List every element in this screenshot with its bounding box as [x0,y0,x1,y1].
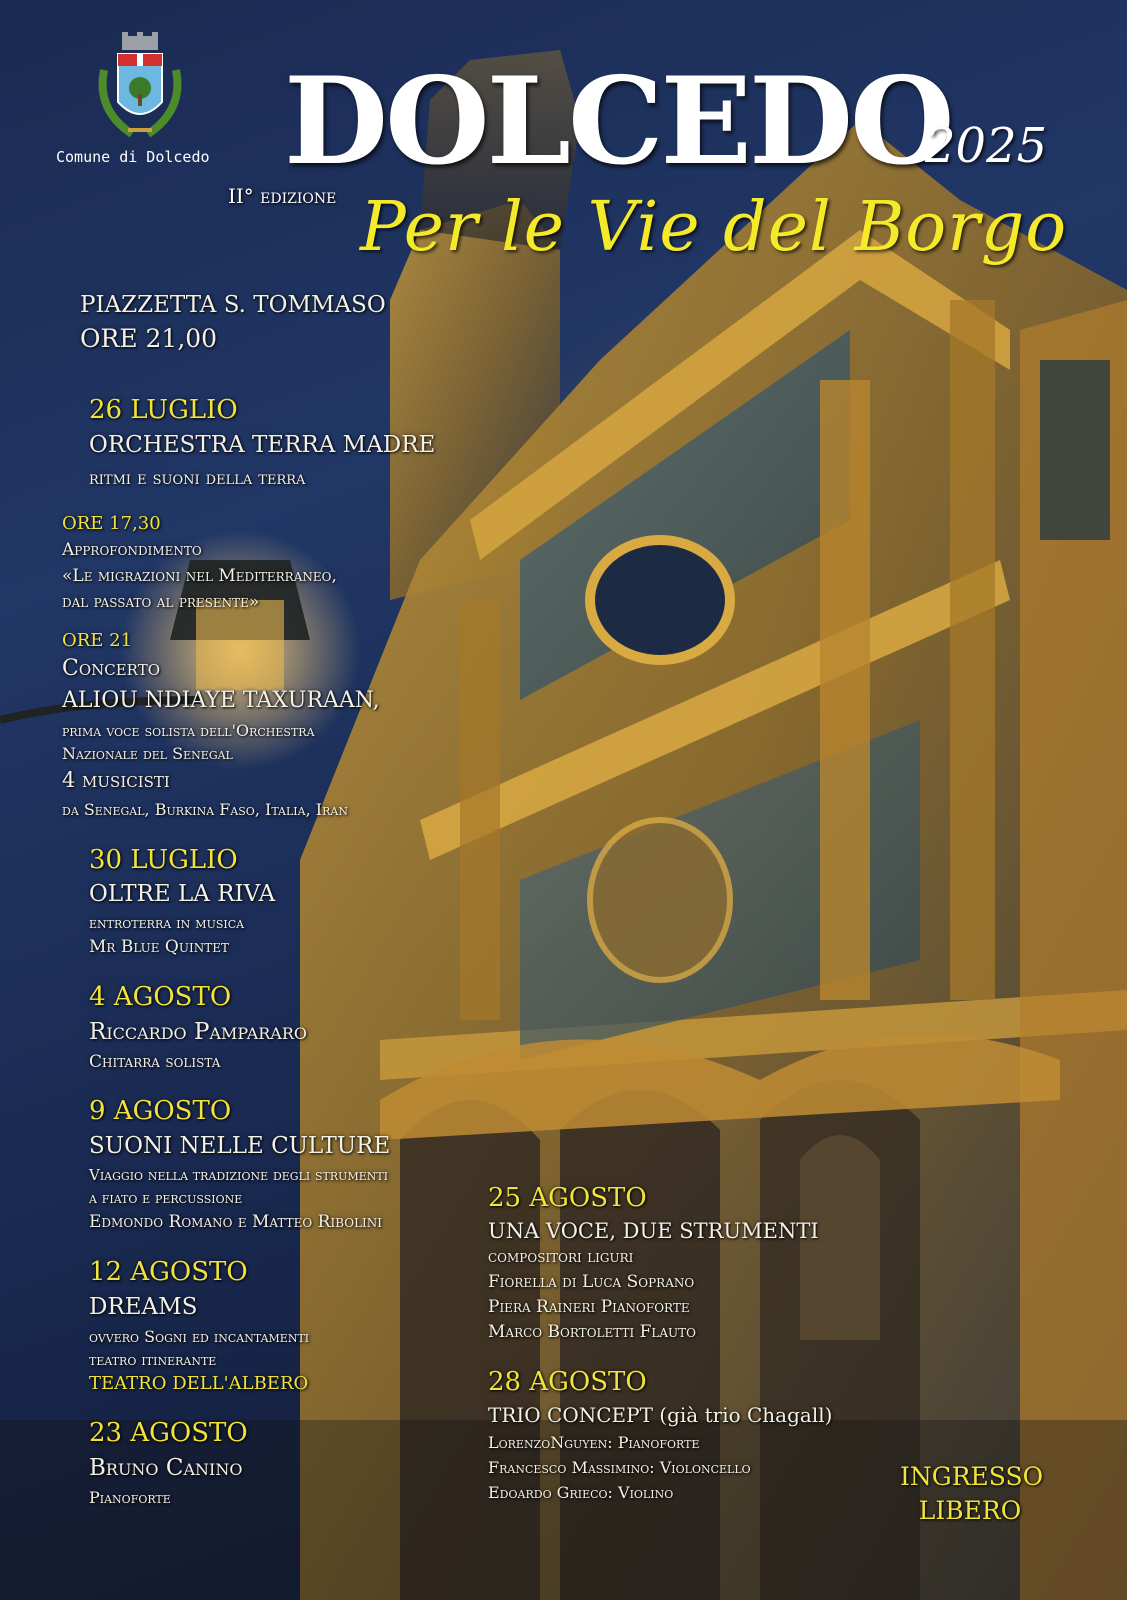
artist-description: Nazionale del Senegal [62,744,233,763]
event-performer: Mr Blue Quintet [89,937,229,957]
venue-time: ORE 21,00 [80,324,218,353]
event-title: ORCHESTRA TERRA MADRE [89,432,436,458]
event-description: ovvero Sogni ed incantamenti [89,1327,310,1346]
festival-subtitle: Per le Vie del Borgo [360,188,1068,267]
artist-name: ALIOU NDIAYE TAXURAAN, [62,688,380,713]
event-performer: Fiorella di Luca Soprano [488,1272,695,1292]
concert-label: Concerto [62,656,161,681]
event-description: entroterra in musica [89,913,245,932]
event-performer: Francesco Massimino: Violoncello [488,1458,751,1477]
page-title: DOLCEDO [284,51,952,192]
event-date: 12 AGOSTO [89,1257,248,1287]
free-entry-badge [900,1460,1044,1528]
event-performer: Piera Raineri Pianoforte [488,1297,690,1317]
event-title: Riccardo Pampararo [89,1019,308,1045]
event-title: OLTRE LA RIVA [89,881,276,907]
event-title: TRIO CONCEPT (già trio Chagall) [488,1403,833,1427]
event-date: 30 LUGLIO [89,845,238,875]
event-description: compositori liguri [488,1247,634,1267]
commune-crest-icon [92,30,188,146]
event-description: ritmi e suoni della terra [89,467,306,489]
event-performer: Marco Bortoletti Flauto [488,1322,697,1342]
event-title: SUONI NELLE CULTURE [89,1133,391,1159]
musicians-count: 4 musicisti [62,768,170,792]
event-date: 9 AGOSTO [89,1096,232,1126]
venue-place: PIAZZETTA S. TOMMASO [80,292,386,318]
edition-label: II° edizione [228,184,337,208]
event-performer: Edmondo Romano e Matteo Ribolini [89,1212,383,1232]
talk-label: Approfondimento [62,540,202,560]
concert-time: ORE 21 [62,630,133,651]
musicians-origins: da Senegal, Burkina Faso, Italia, Iran [62,800,348,819]
event-title: DREAMS [89,1294,198,1320]
event-date: 25 AGOSTO [488,1183,647,1213]
event-description: Chitarra solista [89,1052,221,1072]
event-date: 4 AGOSTO [89,982,232,1012]
talk-title-line: «Le migrazioni nel Mediterraneo, [62,566,337,586]
event-description: Viaggio nella tradizione degli strumenti [89,1166,389,1184]
talk-time: ORE 17,30 [62,513,161,534]
talk-title-line: dal passato al presente» [62,592,260,612]
artist-description: prima voce solista dell'Orchestra [62,721,315,740]
event-title: Bruno Canino [89,1455,243,1481]
event-description: Pianoforte [89,1488,171,1507]
free-entry-line: INGRESSO [900,1462,1044,1491]
edition-year: 2025 [925,118,1048,174]
commune-label: Comune di Dolcedo [56,148,210,166]
event-date: 23 AGOSTO [89,1418,248,1448]
event-performer: LorenzoNguyen: Pianoforte [488,1433,700,1452]
event-performer: TEATRO DELL'ALBERO [89,1373,309,1394]
event-performer: Edoardo Grieco: Violino [488,1483,674,1502]
event-date: 28 AGOSTO [488,1367,647,1397]
event-date: 26 LUGLIO [89,395,238,425]
event-description: teatro itinerante [89,1350,217,1369]
event-description: a fiato e percussione [89,1189,243,1207]
free-entry-line: LIBERO [918,1496,1022,1525]
event-title: UNA VOCE, DUE STRUMENTI [488,1219,819,1243]
